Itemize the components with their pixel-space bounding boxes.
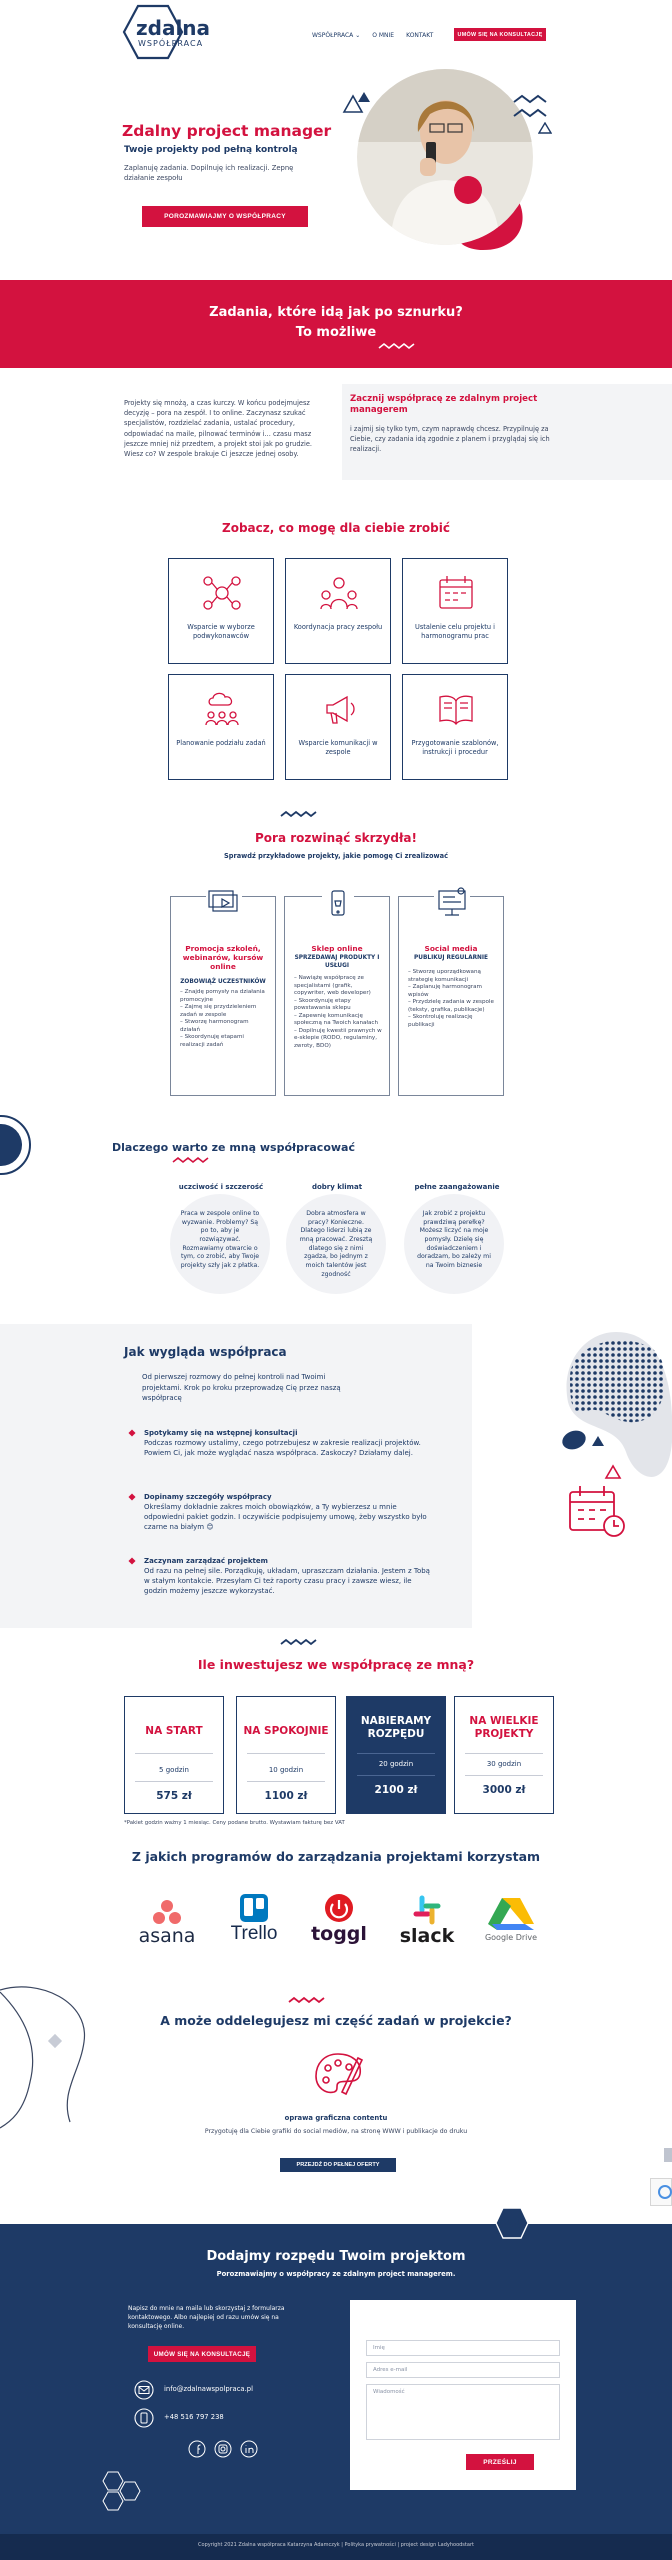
full-offer-button[interactable]: PRZEJDŹ DO PEŁNEJ OFERTY	[280, 2158, 396, 2172]
project-card	[284, 896, 390, 1096]
trello-icon	[222, 1894, 286, 1924]
pricing-price: 575 zł	[156, 1790, 192, 1802]
tools-title: Z jakich programów do zarządzania projektami korzystam	[131, 1849, 541, 1864]
tool-slack	[392, 1894, 462, 1956]
form-email-placeholder: Adres e-mail	[373, 2367, 408, 2373]
diamond-bullet-icon	[128, 1557, 136, 1565]
intro-right-title: Zacznij współpracę ze zdalnym project managerem	[350, 394, 538, 416]
pricing-price: 1100 zł	[264, 1790, 308, 1802]
pricing-hours: 20 godzin	[378, 1760, 414, 1768]
pricing-card[interactable]	[236, 1696, 336, 1814]
diamond-bullet-icon	[128, 1493, 136, 1501]
phone-icon	[134, 2408, 154, 2428]
project-subtitle: ZOBOWIĄŻ UCZESTNIKÓW	[180, 979, 266, 985]
why-item-title: uczciwość i szczerość	[178, 1183, 264, 1191]
project-bullet: – Stworzę harmonogram działań	[180, 1019, 249, 1033]
service-card	[285, 674, 391, 780]
service-label: Koordynacja pracy zespołu	[293, 623, 383, 631]
why-item-bubble	[404, 1194, 504, 1294]
hero-title: Zdalny project manager	[122, 122, 332, 140]
toggl-icon	[304, 1894, 374, 1924]
outsource-text: Przygotuję dla Ciebie grafiki do social mediów, na stronę WWW i publikacje do druku	[204, 2128, 468, 2135]
facebook-icon[interactable]	[188, 2440, 206, 2458]
pricing-card[interactable]	[124, 1696, 224, 1814]
process-title: Jak wygląda współpraca	[124, 1345, 287, 1359]
social-icon	[433, 885, 471, 919]
pricing-name: NA WIELKIE PROJEKTY	[469, 1715, 539, 1740]
pricing-price: 3000 zł	[482, 1784, 526, 1796]
project-subtitle: SPRZEDAWAJ PRODUKTY I USŁUGI	[294, 955, 380, 969]
process-decor	[556, 1322, 672, 1562]
pricing-title: Ile inwestujesz we współpracę ze mną?	[197, 1657, 475, 1672]
recaptcha-icon	[651, 2179, 672, 2205]
process-step-title: Spotykamy się na wstępnej konsultacji	[144, 1429, 298, 1437]
hero-subtitle: Twoje projekty pod pełną kontrolą	[124, 145, 298, 155]
services-title: Zobacz, co mogę dla ciebie zrobić	[222, 521, 450, 535]
form-name-placeholder: Imię	[373, 2345, 385, 2351]
project-bullet: – Przydzielę zadania w zespole (teksty, grafika, publikacje)	[408, 999, 494, 1013]
service-card	[168, 558, 274, 664]
contact-form	[350, 2300, 576, 2490]
project-bullet: – Zajmę się przydzieleniem zadań w zespole	[180, 1004, 257, 1018]
outsource-title: A może oddelegujesz mi część zadań w projekcie?	[160, 2013, 512, 2028]
pricing-card[interactable]	[454, 1696, 554, 1814]
service-card	[285, 558, 391, 664]
network-icon	[202, 573, 242, 613]
asana-icon	[132, 1898, 202, 1926]
why-item-text: Praca w zespole online to wyzwanie. Problemy? Są po to, aby je rozwiązywać. Rozmawiamy otwarcie o tym, co zrobić, aby Twoje projekty szły jak z płatka.	[180, 1210, 260, 1270]
recaptcha-badge[interactable]	[650, 2178, 672, 2206]
project-bullet: – Nawiążę współpracę ze specjalistami (grafik, copywriter, web developer)	[294, 975, 371, 997]
project-bullet: – Skoordynuję etapami realizacji zadań	[180, 1034, 244, 1048]
project-title: Social media	[424, 944, 478, 953]
calendar-icon	[436, 573, 476, 613]
hero-text: Zaplanuję zadania. Dopilnuję ich realizacji. Zepnę działanie zespołu	[124, 164, 294, 182]
tool-label: slack	[399, 1925, 455, 1947]
project-bullet: – Skontroluję realizację publikacji	[408, 1014, 473, 1028]
footer-copyright: Copyright 2021 Zdalna współpraca Katarzyna Adamczyk | Polityka prywatności | project design Ladyhoodstart	[198, 2542, 474, 2548]
why-item-bubble	[170, 1194, 270, 1294]
form-submit-button[interactable]: PRZEŚLIJ	[466, 2454, 534, 2470]
contact-subtitle: Porozmawiajmy o współpracy ze zdalnym project managerem.	[216, 2270, 456, 2278]
project-bullet: – Skoordynuję etapy powstawania sklepu	[294, 997, 351, 1012]
project-title: Sklep online	[311, 944, 363, 953]
contact-email[interactable]: info@zdalnawspolpraca.pl	[164, 2385, 253, 2393]
scroll-to-top-button[interactable]	[664, 2148, 672, 2162]
video-icon	[205, 887, 243, 915]
projects-wave-icon	[280, 810, 320, 818]
contact-text: Napisz do mnie na maila lub skorzystaj z formularza kontaktowego. Albo najlepiej od razu umów się na konsultację online.	[128, 2305, 285, 2330]
project-card	[398, 896, 504, 1096]
megaphone-icon	[319, 689, 359, 729]
process-step	[128, 1428, 448, 1458]
outsource-wave-icon	[288, 1996, 328, 2004]
hero-decor-wave-icon	[512, 92, 554, 122]
hero-decor-triangle-icon	[538, 122, 552, 134]
decor-curve-icon	[0, 1982, 110, 2132]
hero-cooperation-button[interactable]: POROZMAWIAJMY O WSPÓŁPRACY	[142, 206, 308, 227]
pricing-name: NA START	[145, 1725, 203, 1737]
pricing-hours: 30 godzin	[486, 1760, 522, 1768]
tool-label: asana	[138, 1925, 196, 1947]
team-icon	[319, 573, 359, 613]
tool-label: toggl	[311, 1923, 367, 1945]
banner-wave-icon	[378, 342, 418, 350]
service-label: Planowanie podziału zadań	[176, 739, 266, 747]
contact-phone[interactable]: +48 516 797 238	[164, 2413, 224, 2421]
process-step-title: Dopinamy szczegóły współpracy	[144, 1493, 272, 1501]
why-item-text: Dobra atmosfera w pracy? Konieczne. Dlatego liderzi lubią ze mną pracować. Zresztą dlatego się z nimi zgadza, bo jednym z moich talentów jest zgodność	[299, 1210, 373, 1278]
tool-asana	[132, 1898, 202, 1958]
service-card	[402, 558, 508, 664]
shop-icon	[321, 887, 355, 921]
why-wave-icon	[172, 1156, 212, 1164]
cloud-people-icon	[202, 689, 242, 729]
process-step	[128, 1492, 448, 1533]
decor-circle-icon	[0, 1114, 32, 1176]
projects-title: Pora rozwinąć skrzydła!	[255, 831, 417, 845]
process-step-text: Podczas rozmowy ustalimy, czego potrzebujesz w zakresie realizacji projektów. Powiem Ci, jak może wyglądać nasza współpraca. Zaskoczy? Działamy dalej.	[144, 1439, 421, 1458]
palette-icon	[312, 2048, 364, 2100]
service-card	[168, 674, 274, 780]
project-bullet: – Zapewnię komunikację społeczną na Twoich kanałach	[294, 1012, 379, 1027]
why-item-title: dobry klimat	[311, 1183, 363, 1191]
hero-decor-triangle-icon	[356, 90, 372, 104]
process-step-text: Określamy dokładnie zakres moich obowiązków, a Ty wybierzesz u mnie odpowiedni pakiet godzin. I oczywiście podpisujemy umowę, żeby wszystko było czarne na białym 😊	[144, 1503, 427, 1532]
service-label: Wsparcie w wyborze podwykonawców	[187, 623, 255, 640]
why-item-text: Jak zrobić z projektu prawdziwą perełkę? Możesz liczyć na moje pomysły. Dzielę się doświadczeniem i doradzam, bo zależy mi na Twoim biznesie	[417, 1210, 491, 1270]
service-label: Wsparcie komunikacji w zespole	[298, 739, 378, 756]
header-consultation-button[interactable]: UMÓW SIĘ NA KONSULTACJĘ	[454, 28, 546, 41]
pricing-wave-icon	[280, 1638, 320, 1646]
linkedin-icon[interactable]	[240, 2440, 258, 2458]
portrait-illustration	[350, 62, 540, 252]
pricing-name: NA SPOKOJNIE	[243, 1725, 329, 1737]
nav-item-wspolpraca[interactable]: WSPÓŁPRACA ⌄	[312, 32, 361, 39]
project-bullet: – Dopilnuję kwestii prawnych w e-sklepie (RODO, regulaminy, zwroty, BDO)	[294, 1027, 382, 1049]
project-bullet: – Zaplanuję harmonogram wpisów	[408, 984, 482, 998]
form-email-field[interactable]	[366, 2362, 560, 2378]
tool-label: Google Drive	[484, 1933, 538, 1942]
intro-left-text: Projekty się mnożą, a czas kurczy. W końcu podejmujesz decyzję – pora na zespół. I to online. Zaczynasz szukać specjalistów, rozdzielać zadania, ustalać procedury, odpowiadać na maile, pilnować terminów i... czasu masz jeszcze mniej niż przedtem, a projekt stoi jak po grudzie. Wiesz co? W zespole brakuje Ci jeszcze jednej osoby.	[124, 399, 312, 459]
process-step	[128, 1556, 448, 1597]
project-subtitle: PUBLIKUJ REGULARNIE	[414, 955, 488, 961]
service-card	[402, 674, 508, 780]
pricing-price: 2100 zł	[374, 1784, 418, 1796]
process-intro: Od pierwszej rozmowy do pełnej kontroli nad Twoimi projektami. Krok po kroku przeprowadzę Cię przez naszą współpracę	[142, 1373, 341, 1402]
why-item-title: pełne zaangażowanie	[414, 1183, 500, 1191]
instagram-icon[interactable]	[214, 2440, 232, 2458]
tool-trello	[222, 1894, 286, 1956]
logo-subtitle: WSPÓŁPRACA	[138, 39, 204, 48]
nav-item-kontakt[interactable]: KONTAKT	[406, 32, 434, 39]
service-label: Ustalenie celu projektu i harmonogramu prac	[415, 623, 495, 640]
project-bullet: – Znajdę pomysły na działania promocyjne	[180, 989, 265, 1003]
projects-subtitle: Sprawdź przykładowe projekty, jakie pomogę Ci zrealizować	[224, 852, 448, 860]
pricing-card-featured[interactable]	[346, 1696, 446, 1814]
banner-line-1: Zadania, które idą jak po sznurku?	[209, 305, 463, 320]
book-icon	[436, 689, 476, 729]
tool-google-drive	[478, 1896, 544, 1958]
form-name-field[interactable]	[366, 2340, 560, 2356]
footer	[0, 2534, 672, 2560]
why-item-bubble	[286, 1194, 386, 1294]
process-step-title: Zaczynam zarządzać projektem	[144, 1557, 268, 1565]
banner-line-2: To możliwe	[295, 325, 377, 340]
google-drive-icon	[478, 1896, 544, 1932]
project-card	[170, 896, 276, 1096]
contact-title: Dodajmy rozpędu Twoim projektom	[206, 2249, 466, 2264]
process-step-text: Od razu na pełnej sile. Porządkuję, układam, upraszczam działania. Jestem z Tobą w stałym kontakcie. Przesyłam Ci też raporty czasu pracy i zawsze wiesz, ile godzin możemy jeszcze wykorzystać.	[144, 1567, 430, 1596]
tool-label: Trello	[230, 1923, 278, 1944]
main-nav	[312, 30, 445, 41]
dotted-blob-icon	[556, 1322, 672, 1562]
pricing-name: NABIERAMY ROZPĘDU	[360, 1715, 432, 1740]
form-message-placeholder: Wiadomość	[373, 2389, 405, 2395]
pricing-note: *Pakiet godzin ważny 1 miesiąc. Ceny podane brutto. Wystawiam fakturę bez VAT	[124, 1820, 345, 1826]
form-message-field[interactable]	[366, 2384, 560, 2440]
slack-icon	[392, 1894, 462, 1926]
nav-item-o-mnie[interactable]: O MNIE	[372, 32, 395, 39]
outsource-subtitle: oprawa graficzna contentu	[284, 2114, 388, 2122]
contact-consultation-button[interactable]: UMÓW SIĘ NA KONSULTACJĘ	[148, 2346, 256, 2362]
hero-photo	[350, 62, 540, 252]
logo[interactable]	[122, 4, 222, 60]
why-title: Dlaczego warto ze mną współpracować	[112, 1141, 355, 1154]
logo-title: zdalna	[136, 16, 211, 40]
pricing-hours: 10 godzin	[268, 1766, 304, 1774]
intro-right-text: i zajmij się tylko tym, czym naprawdę chcesz. Przypilnuję za Ciebie, czy zadania idą zgodnie z planem i przyglądaj się ich realizacji.	[350, 425, 550, 454]
tool-toggl	[304, 1894, 374, 1956]
contact-hexagons-icon	[100, 2470, 148, 2514]
project-title: Promocja szkoleń, webinarów, kursów online	[182, 944, 264, 971]
contact-hexagon-icon	[494, 2206, 530, 2240]
service-label: Przygotowanie szablonów, instrukcji i procedur	[411, 739, 499, 756]
banner-section	[0, 280, 672, 368]
project-bullet: – Stworzę uporządkowaną strategię komunikacji	[408, 969, 481, 983]
pricing-hours: 5 godzin	[159, 1766, 189, 1774]
diamond-bullet-icon	[128, 1429, 136, 1437]
email-icon	[134, 2380, 154, 2400]
